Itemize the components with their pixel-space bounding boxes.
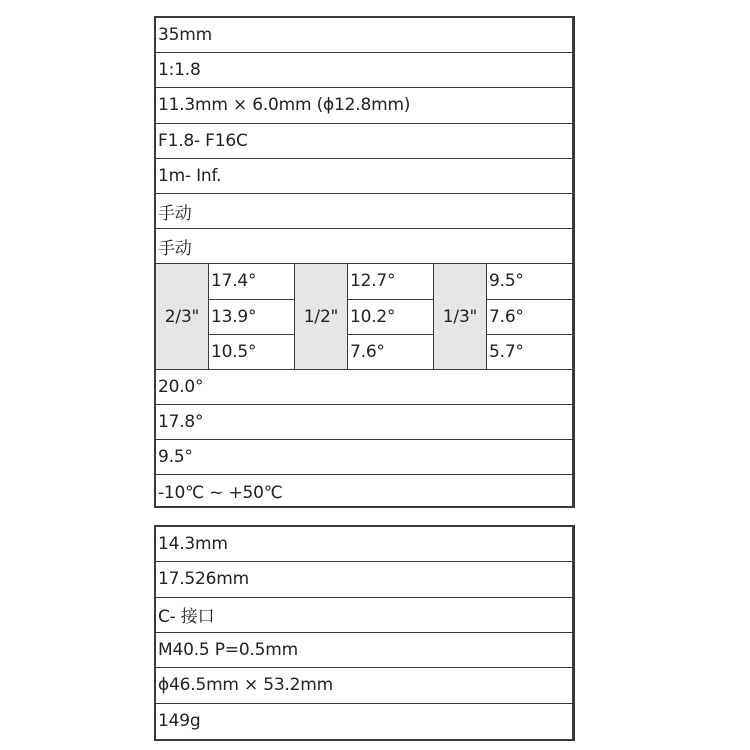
flange-back-cell: 17.526mm	[156, 562, 572, 597]
fov-values	[487, 264, 572, 369]
image-format-cell: 11.3mm × 6.0mm (ϕ12.8mm)	[156, 88, 572, 123]
focus-control-cell: 手动	[156, 229, 572, 264]
filter-thread-cell: M40.5 P=0.5mm	[156, 633, 572, 668]
focal-length-cell: 35mm	[156, 18, 572, 53]
angle-cell-2: 17.8°	[156, 405, 572, 440]
spec-table-mechanical	[154, 525, 575, 741]
fov-vertical-cell: 7.6°	[350, 341, 385, 362]
fov-horizontal-cell: 10.2°	[348, 300, 433, 335]
sensor-size-label: 1/2"	[295, 264, 348, 369]
fov-vertical-cell: 5.7°	[489, 341, 524, 362]
fov-vertical-cell: 10.5°	[211, 341, 257, 362]
weight-cell: 149g	[158, 711, 201, 732]
iris-range-cell: F1.8- F16C	[156, 124, 572, 159]
dimensions-cell: ϕ46.5mm × 53.2mm	[156, 668, 572, 703]
sensor-size-label: 1/3"	[434, 264, 487, 369]
fov-diagonal-cell: 12.7°	[348, 264, 433, 299]
spec-table-optical	[154, 16, 575, 508]
field-of-view-row	[156, 264, 572, 370]
operating-temp-cell: -10℃ ~ +50℃	[158, 483, 283, 504]
fov-group-2-3	[156, 264, 295, 369]
fov-values	[209, 264, 294, 369]
mount-cell: C- 接口	[156, 598, 572, 633]
angle-cell-3: 9.5°	[156, 440, 572, 475]
fov-horizontal-cell: 13.9°	[209, 300, 294, 335]
focus-range-cell: 1m- Inf.	[156, 159, 572, 194]
iris-control-cell: 手动	[156, 194, 572, 229]
angle-cell-1: 20.0°	[156, 370, 572, 405]
back-focal-length-cell: 14.3mm	[156, 527, 572, 562]
fov-diagonal-cell: 17.4°	[209, 264, 294, 299]
fov-group-1-3	[434, 264, 572, 369]
aperture-ratio-cell: 1:1.8	[156, 53, 572, 88]
fov-horizontal-cell: 7.6°	[487, 300, 572, 335]
fov-diagonal-cell: 9.5°	[487, 264, 572, 299]
fov-values	[348, 264, 433, 369]
sensor-size-label: 2/3"	[156, 264, 209, 369]
fov-group-1-2	[295, 264, 434, 369]
